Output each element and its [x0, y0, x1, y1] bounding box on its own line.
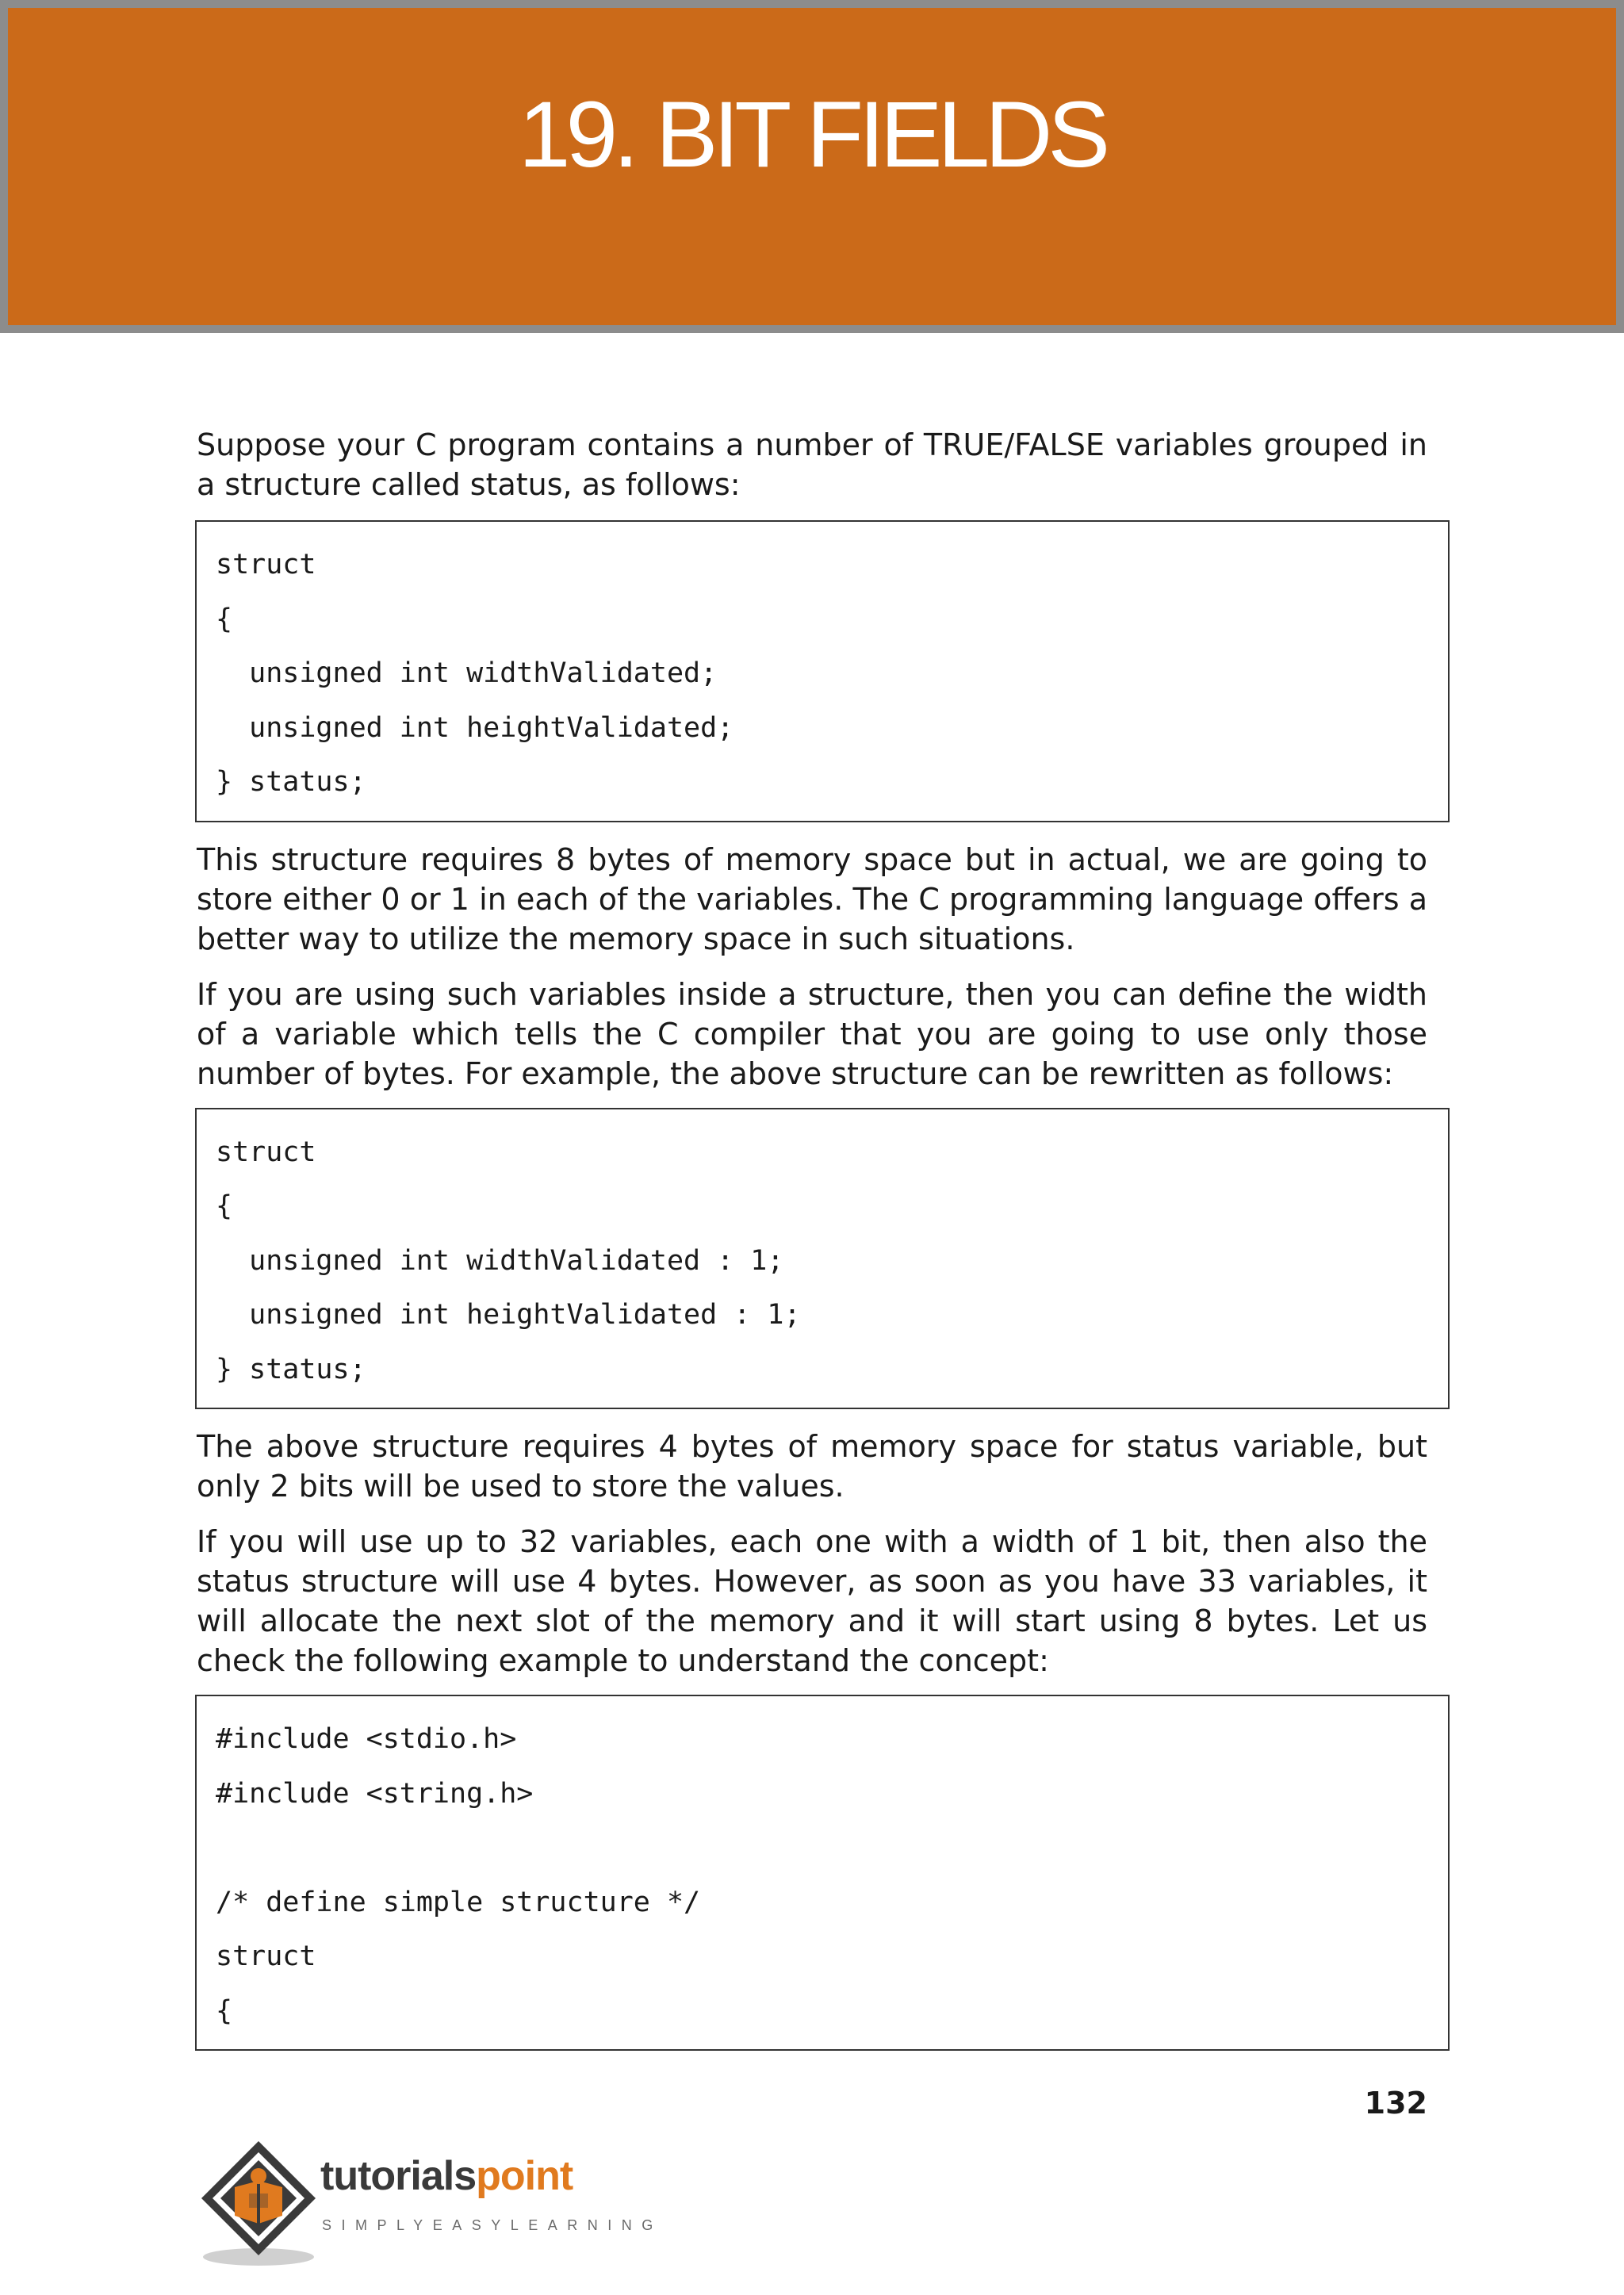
code-line: /* define simple structure */: [216, 1886, 701, 1918]
code-block-status-struct: [195, 520, 1450, 822]
paragraph-32-variables: If you will use up to 32 variables, each one with a width of 1 bit, then also the status structure will use 4 bytes. However, as soon as you have 33 variables, it will allocate the next slot of the memory and it will start using 8 bytes. Let us check the following example to understand the concept:: [197, 1524, 1427, 1678]
tutorialspoint-logo: [195, 2136, 663, 2271]
code-line: } status;: [216, 766, 366, 798]
paragraph-define-width: If you are using such variables inside a structure, then you can define the width of a variable which tells the C compiler that you are going to use only those number of bytes. For example, the above structure can be rewritten as follows:: [197, 976, 1427, 1091]
code-line: [216, 1821, 1429, 1875]
tutorialspoint-diamond-logo-icon: [195, 2136, 330, 2271]
code-line: {: [216, 603, 233, 635]
code-line: struct: [216, 549, 316, 580]
page-number: 132: [1364, 2086, 1427, 2121]
code-line: #include <stdio.h>: [216, 1723, 517, 1755]
page-content: [197, 425, 1427, 2068]
logo-tagline: SIMPLYEASYLEARNING: [322, 2217, 663, 2233]
code-block-example-program: [195, 1695, 1450, 2051]
paragraph-intro: Suppose your C program contains a number of TRUE/FALSE variables grouped in a structure called status, as follows:: [197, 427, 1427, 502]
code-block-bitfield-struct: [195, 1108, 1450, 1410]
code-line: unsigned int heightValidated : 1;: [216, 1299, 801, 1331]
code-line: unsigned int widthValidated : 1;: [216, 1244, 784, 1277]
paragraph-bits-used: The above structure requires 4 bytes of memory space for status variable, but only 2 bits will be used to store the values.: [197, 1429, 1427, 1504]
code-line: } status;: [216, 1353, 366, 1385]
code-line: struct: [216, 1136, 316, 1168]
code-line: unsigned int heightValidated;: [216, 711, 734, 744]
code-line: {: [216, 1994, 233, 2027]
code-line: struct: [216, 1941, 316, 1972]
code-line: unsigned int widthValidated;: [216, 657, 718, 689]
code-line: #include <string.h>: [216, 1777, 534, 1810]
paragraph-memory-space: This structure requires 8 bytes of memory space but in actual, we are going to store either 0 or 1 in each of the variables. The C programming language offers a better way to utilize the memory space in such situations.: [197, 841, 1427, 956]
code-line: {: [216, 1190, 233, 1222]
logo-wordmark: tutorialspoint: [320, 2153, 573, 2199]
chapter-title: 19. BIT FIELDS: [518, 82, 1106, 187]
